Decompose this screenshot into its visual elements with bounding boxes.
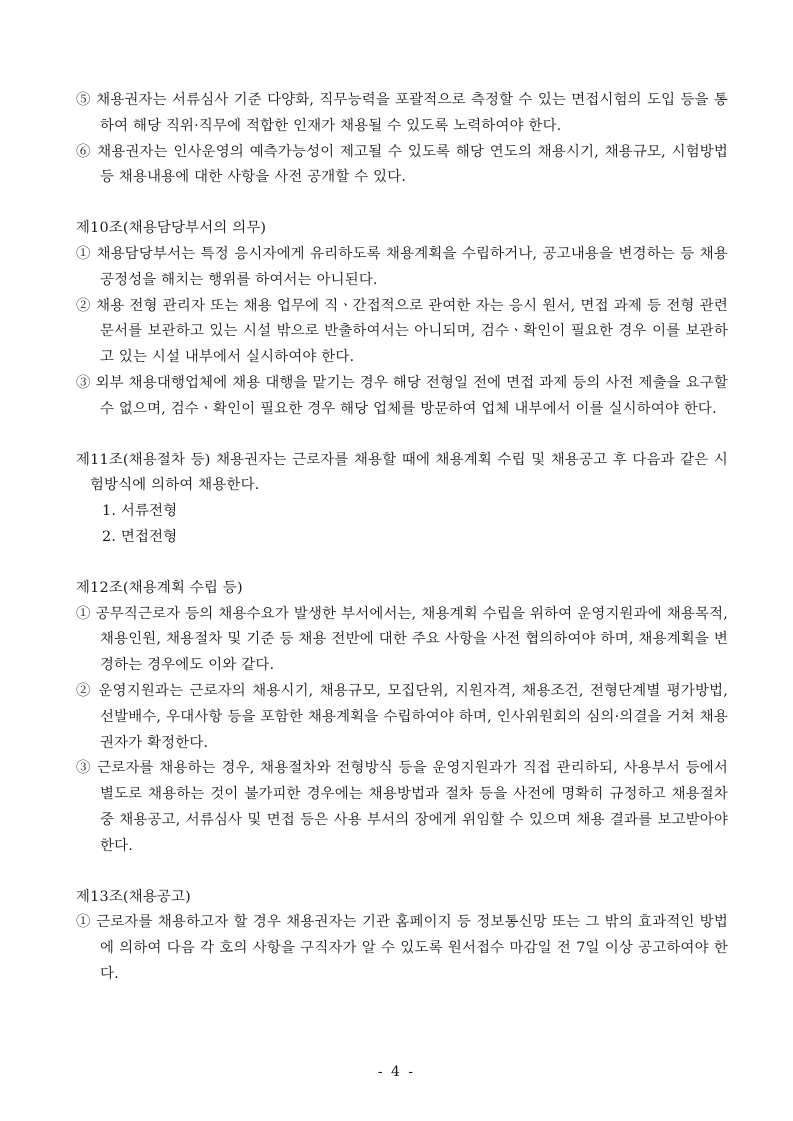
article-11-item-1: 1. 서류전형: [102, 503, 178, 520]
section-gap: [76, 191, 728, 216]
paragraph-12-1: ① 공무직근로자 등의 채용수요가 발생한 부서에서는, 채용계획 수립을 위하여 운영지원과에 채용목적, 채용인원, 채용절차 및 기준 등 채용 전반에 대한 주요 사항을 사전 협의하여야 하며, 채용계획을 변경하는 경우에도 이와 같다.: [76, 605, 728, 674]
article-12-heading: 제12조(채용계획 수립 등): [76, 579, 243, 596]
page-number: - 4 -: [377, 1064, 416, 1080]
paragraph-13-1: ① 근로자를 채용하고자 할 경우 채용권자는 기관 홈페이지 등 정보통신망 또는 그 밖의 효과적인 방법에 의하여 다음 각 호의 사항을 구직자가 알 수 있도록 원서접수 마감일 전 7일 이상 공고하여야 한다.: [76, 914, 728, 982]
section-gap: [76, 551, 728, 576]
paragraph-10-1: ① 채용담당부서는 특정 응시자에게 유리하도록 채용계획을 수립하거나, 공고내용을 변경하는 등 채용 공정성을 해치는 행위를 하여서는 아니된다.: [76, 245, 728, 288]
paragraph-9-6: ⑥ 채용권자는 인사운영의 예측가능성이 제고될 수 있도록 해당 연도의 채용시기, 채용규모, 시험방법 등 채용내용에 대한 사항을 사전 공개할 수 있다.: [76, 143, 728, 186]
document-page: [76, 88, 728, 988]
article-11-item-2: 2. 면접전형: [102, 528, 178, 545]
paragraph-10-3: ③ 외부 채용대행업체에 채용 대행을 맡기는 경우 해당 전형일 전에 면접 과제 등의 사전 제출을 요구할 수 없으며, 검수ㆍ확인이 필요한 경우 해당 업체를 방문하여 업체 내부에서 이를 실시하여야 한다.: [76, 374, 728, 417]
article-10-heading: 제10조(채용담당부서의 의무): [76, 220, 267, 237]
article-11: 제11조(채용절차 등) 채용권자는 근로자를 채용할 때에 채용계획 수립 및 채용공고 후 다음과 같은 시험방식에 의하여 채용한다.: [76, 451, 728, 494]
paragraph-10-2: ② 채용 전형 관리자 또는 채용 업무에 직ㆍ간접적으로 관여한 자는 응시 원서, 면접 과제 등 전형 관련 문서를 보관하고 있는 시설 밖으로 반출하여서는 아니되며, 검수ㆍ확인이 필요한 경우 이를 보관하고 있는 시설 내부에서 실시하여야 한다.: [76, 297, 728, 366]
paragraph-12-2: ② 운영지원과는 근로자의 채용시기, 채용규모, 모집단위, 지원자격, 채용조건, 전형단계별 평가방법, 선발배수, 우대사항 등을 포함한 채용계획을 수립하여야 하며, 인사위원회의 심의·의결을 거쳐 채용권자가 확정한다.: [76, 682, 728, 751]
section-gap: [76, 860, 728, 885]
article-13-heading: 제13조(채용공고): [76, 888, 191, 905]
section-gap: [76, 423, 728, 448]
paragraph-12-3: ③ 근로자를 채용하는 경우, 채용절차와 전형방식 등을 운영지원과가 직접 관리하되, 사용부서 등에서 별도로 채용하는 것이 불가피한 경우에는 채용방법과 절차 등을 사전에 명확히 규정하고 채용절차 중 채용공고, 서류심사 및 면접 등은 사용 부서의 장에게 위임할 수 있으며 채용 결과를 보고받아야 한다.: [76, 760, 728, 854]
paragraph-9-5: ⑤ 채용권자는 서류심사 기준 다양화, 직무능력을 포괄적으로 측정할 수 있는 면접시험의 도입 등을 통하여 해당 직위·직무에 적합한 인재가 채용될 수 있도록 노력하여야 한다.: [76, 92, 728, 134]
